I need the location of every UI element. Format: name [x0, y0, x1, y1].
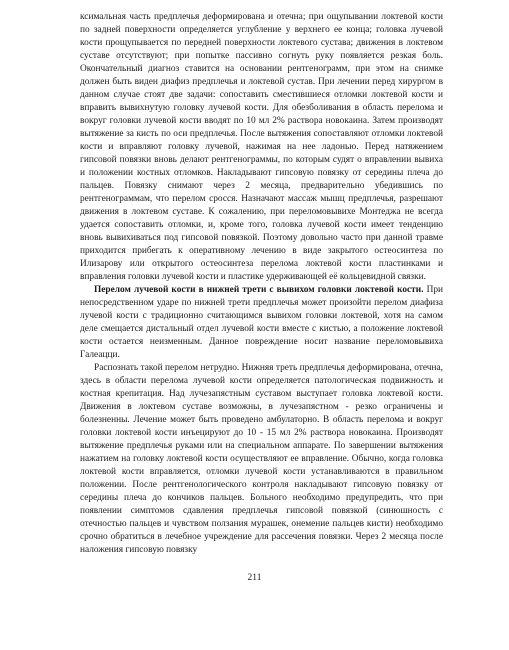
paragraph-2 — [80, 284, 443, 362]
paragraph-1 — [80, 11, 443, 284]
paragraph-2-text: При непосредственном ударе по нижней трети предплечья может произойти перелом диафиза лучевой кости с традиционно считающимся вывихом головки локтевой, хотя на самом деле смещается дистальный отдел лучевой кости вместе с кистью, а положение локтевой кости остается неизменным. Данное повреждение носит название переломовывиха Галеацци. — [80, 285, 443, 360]
page-number: 211 — [247, 573, 262, 583]
paragraph-3 — [80, 362, 443, 557]
body-text — [80, 11, 443, 557]
paragraph-3-text: Распознать такой перелом нетрудно. Нижняя треть предплечья деформирована, отечна, здесь в области перелома лучевой кости определяется патологическая подвижность и костная крепитация. Над лучезапястным суставом выступает головка локтевой кости. Движения в локтевом суставе возможны, в лучезапястном - резко ограничены и болезненны. Лечение может быть проведено амбулаторно. В область перелома и вокруг головки локтевой кости инъецируют до 10 - 15 мл 2% раствора новокаина. Производят вытяжение предплечья руками или на специальном аппарате. По завершении вытяжения нажатием на головку локтевой кости осуществляют ее вправление. Обычно, когда головка локтевой кости вправляется, отломки лучевой кости устанавливаются в правильном положении. После рентгенологического контроля накладывают гипсовую повязку от середины плеча до кончиков пальцев. Больного необходимо предупредить, что при появлении симптомов сдавления предплечья гипсовой повязкой (синюшность с отечностью пальцев и чувством ползания мурашек, онемение пальцев кисти) необходимо срочно обратиться в лечебное учреждение для рассечения повязки. Через 2 месяца после наложения гипсовую повязку — [80, 363, 443, 555]
section-heading: Перелом лучевой кости в нижней трети с вывихом головки локтевой кости. — [94, 285, 424, 295]
paragraph-1-text: ксимальная часть предплечья деформирована и отечна; при ощупывании локтевой кости по задней поверхности определяется углубление у верхнего ее конца; головка лучевой кости прощупывается по передней поверхности локтевого сустава; движения в локтевом суставе отсутствуют; при попытке пассивно согнуть руку появляется резкая боль. Окончательный диагноз ставится на основании рентгенограмм, при этом на снимке должен быть виден диафиз предплечья и локтевой сустав. При лечении перед хирургом в данном случае стоят две задачи: сопоставить сместившиеся отломки локтевой кости и вправить вывихнутую головку лучевой кости. Для обезболивания в область перелома и вокруг головки лучевой кости вводят по 10 мл 2% раствора новокаина. Затем производят вытяжение за кисть по оси предплечья. После вытяжения сопоставляют отломки локтевой кости и вправляют головку лучевой, нажимая на нее ладонью. Перед натяжением гипсовой повязки вновь делают рентгенограммы, по которым судят о вправлении вывиха и положении костных отломков. Накладывают гипсовую повязку от середины плеча до пальцев. Повязку снимают через 2 месяца, предварительно убедившись по рентгенограммам, что перелом сросся. Назначают массаж мышц предплечья, разрешают движения в локтевом суставе. К сожалению, при переломовывихе Монтеджа не всегда удается сопоставить отломки, и, кроме того, головка лучевой кости имеет тенденцию вновь вывихиваться под гипсовой повязкой. Поэтому довольно часто при данной травме приходится прибегать к оперативному лечению в виде закрытого остеосинтеза по Илизарову или открытого остеосинтеза перелома локтевой кости пластинками и вправления головки лучевой кости и пластике удерживающей её кольцевидной связки. — [80, 12, 443, 282]
